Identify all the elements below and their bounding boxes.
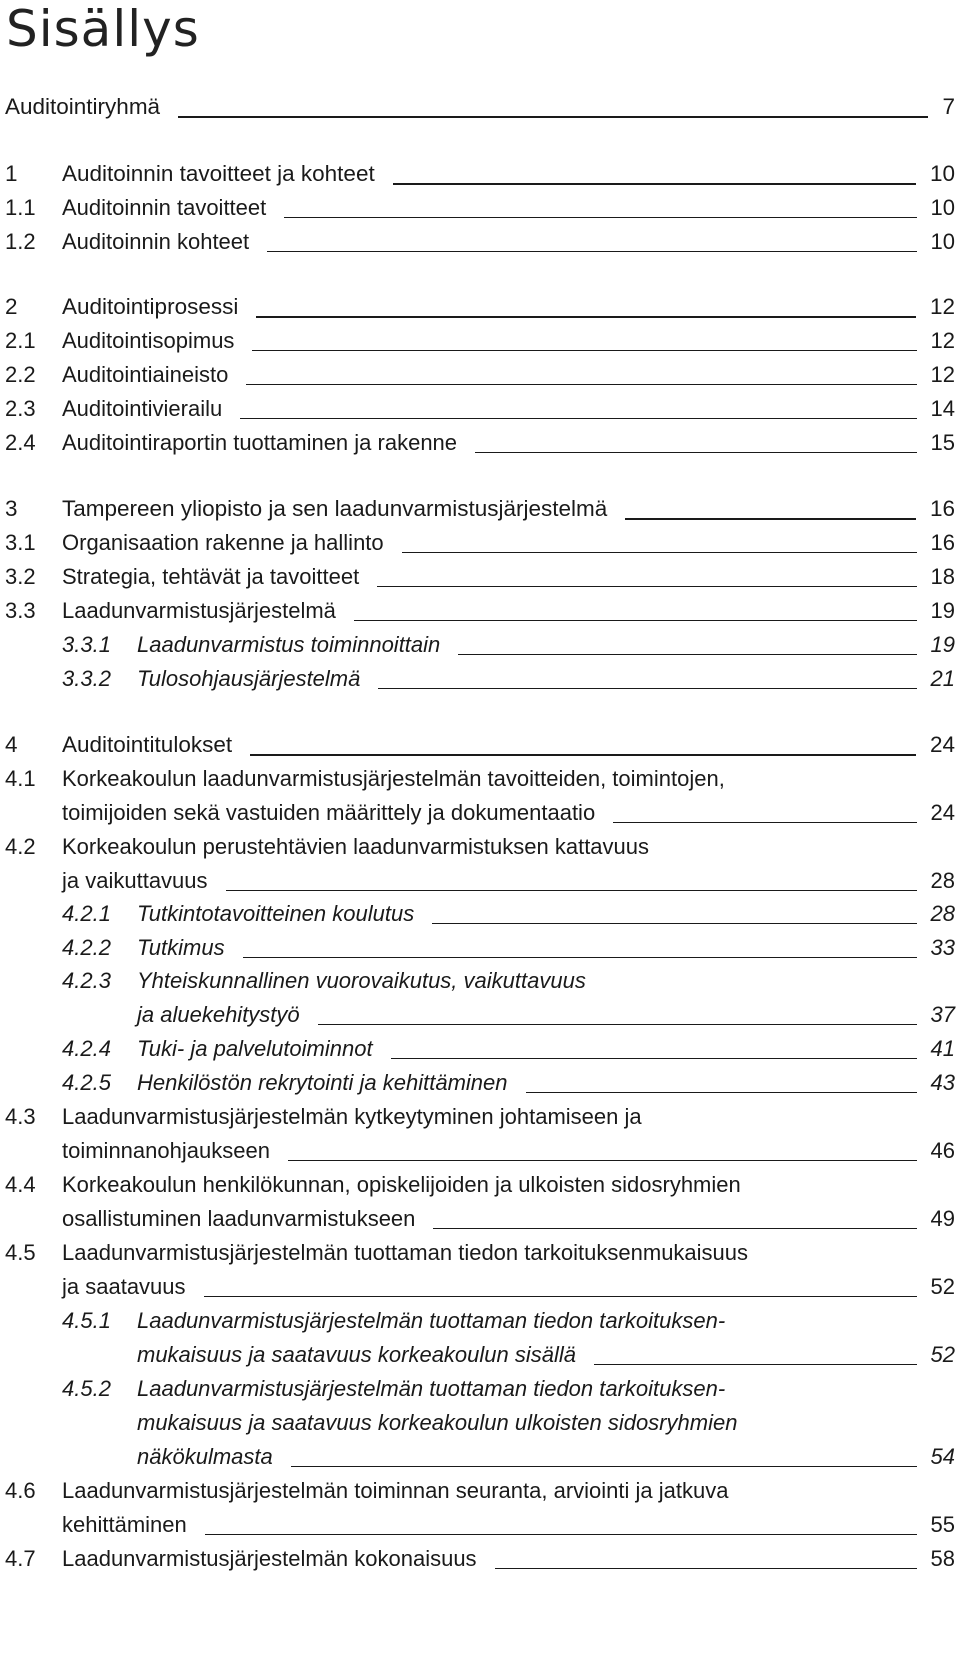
toc-entry-page: 33 <box>930 935 955 960</box>
toc-entry-page: 43 <box>930 1070 955 1095</box>
toc-entry-number: 4.5 <box>5 1240 36 1265</box>
toc-entry[interactable] <box>0 1238 960 1268</box>
toc-leader-line <box>252 350 916 351</box>
toc-leader-line <box>526 1092 917 1093</box>
toc-entry[interactable] <box>0 292 960 322</box>
toc-entry-number: 2.3 <box>5 396 36 421</box>
toc-leader-line <box>495 1568 917 1569</box>
toc-entry[interactable] <box>0 866 960 896</box>
toc-entry-title: Laadunvarmistusjärjestelmä <box>62 598 336 623</box>
toc-entry-number: 3.3.1 <box>62 632 111 657</box>
toc-leader-line <box>458 654 916 655</box>
toc-leader-line <box>243 957 917 958</box>
toc-entry-title: Laadunvarmistus toiminnoittain <box>137 632 441 657</box>
toc-entry-page: 54 <box>930 1444 955 1469</box>
toc-entry-title: Henkilöstön rekrytointi ja kehittäminen <box>137 1070 508 1095</box>
toc-leader-line <box>250 754 916 756</box>
toc-entry-title: Auditointiryhmä <box>5 94 161 119</box>
toc-entry[interactable] <box>0 428 960 458</box>
toc-entry-number: 4.2.5 <box>62 1070 111 1095</box>
toc-entry-page: 55 <box>930 1512 955 1537</box>
toc-entry-title: Laadunvarmistusjärjestelmän kokonaisuus <box>62 1546 477 1571</box>
toc-entry-title: Tuki- ja palvelutoiminnot <box>137 1036 373 1061</box>
toc-entry-number: 4.5.2 <box>62 1376 111 1401</box>
toc-leader-line <box>378 688 916 689</box>
toc-entry-page: 14 <box>930 396 955 421</box>
toc-leader-line <box>625 518 916 520</box>
toc-entry-title: Strategia, tehtävät ja tavoitteet <box>62 564 360 589</box>
toc-entry[interactable] <box>0 494 960 524</box>
toc-entry[interactable] <box>0 1136 960 1166</box>
toc-entry-title: Korkeakoulun laadunvarmistusjärjestelmän tavoitteiden, toimintojen, <box>62 766 725 791</box>
toc-entry-page: 37 <box>930 1002 955 1027</box>
toc-entry-title: Auditointitulokset <box>62 732 233 757</box>
toc-entry-title: Auditointivierailu <box>62 396 223 421</box>
toc-entry[interactable] <box>0 1102 960 1132</box>
toc-entry-title: mukaisuus ja saatavuus korkeakoulun ulkoisten sidosryhmien <box>137 1410 738 1435</box>
toc-leader-line <box>354 620 917 621</box>
toc-entry[interactable] <box>0 1204 960 1234</box>
toc-entry-title: Auditoinnin kohteet <box>62 229 250 254</box>
toc-entry-number: 4.3 <box>5 1104 36 1129</box>
toc-entry-title: Laadunvarmistusjärjestelmän toiminnan seuranta, arviointi ja jatkuva <box>62 1478 729 1503</box>
toc-entry-title: Organisaation rakenne ja hallinto <box>62 530 384 555</box>
toc-entry[interactable] <box>0 630 960 660</box>
toc-entry-number: 1.2 <box>5 229 36 254</box>
toc-entry[interactable] <box>0 596 960 626</box>
toc-entry-page: 7 <box>942 94 955 119</box>
toc-entry-title: Tulosohjausjärjestelmä <box>137 666 361 691</box>
toc-entry[interactable] <box>0 1510 960 1540</box>
toc-leader-line <box>288 1160 917 1161</box>
toc-entry[interactable] <box>0 899 960 929</box>
toc-entry[interactable] <box>0 360 960 390</box>
toc-leader-line <box>393 183 916 185</box>
toc-leader-line <box>377 586 916 587</box>
toc-entry[interactable] <box>0 193 960 223</box>
toc-entry[interactable] <box>0 1476 960 1506</box>
page-title: Sisällys <box>6 0 200 58</box>
toc-entry-page: 19 <box>930 632 955 657</box>
toc-entry-title: osallistuminen laadunvarmistukseen <box>62 1206 416 1231</box>
toc-leader-line <box>284 217 916 218</box>
toc-entry-title: toimijoiden sekä vastuiden määrittely ja dokumentaatio <box>62 800 596 825</box>
toc-entry[interactable] <box>0 664 960 694</box>
toc-entry-page: 16 <box>929 496 955 521</box>
toc-entry[interactable] <box>0 1000 960 1030</box>
toc-entry-page: 15 <box>930 430 955 455</box>
toc-entry-number: 4 <box>5 732 18 757</box>
toc-entry[interactable] <box>0 1544 960 1574</box>
toc-entry-title: Laadunvarmistusjärjestelmän kytkeytyminen johtamiseen ja <box>62 1104 642 1129</box>
toc-entry-number: 4.6 <box>5 1478 36 1503</box>
toc-entry-page: 24 <box>930 800 955 825</box>
toc-entry-title: Tutkintotavoitteinen koulutus <box>137 901 415 926</box>
toc-entry-title: Korkeakoulun perustehtävien laadunvarmistuksen kattavuus <box>62 834 650 859</box>
toc-leader-line <box>433 1228 916 1229</box>
toc-entry-title: näkökulmasta <box>137 1444 273 1469</box>
toc-leader-line <box>291 1466 917 1467</box>
toc-entry-title: mukaisuus ja saatavuus korkeakoulun sisällä <box>137 1342 577 1367</box>
toc-entry-number: 3.3 <box>5 598 36 623</box>
toc-entry[interactable] <box>0 326 960 356</box>
toc-entry[interactable] <box>0 159 960 189</box>
toc-entry-number: 4.2.2 <box>62 935 111 960</box>
toc-entry-title: Korkeakoulun henkilökunnan, opiskelijoiden ja ulkoisten sidosryhmien <box>62 1172 741 1197</box>
toc-entry[interactable] <box>0 1408 960 1438</box>
toc-leader-line <box>205 1534 917 1535</box>
toc-entry[interactable] <box>0 562 960 592</box>
toc-entry-title: toiminnanohjaukseen <box>62 1138 270 1163</box>
toc-entry-number: 4.2 <box>5 834 36 859</box>
toc-leader-line <box>402 552 917 553</box>
toc-leader-line <box>240 418 916 419</box>
toc-leader-line <box>267 251 916 252</box>
toc-entry-title: ja aluekehitystyö <box>137 1002 300 1027</box>
toc-entry-title: Auditoinnin tavoitteet <box>62 195 267 220</box>
toc-entry-number: 4.4 <box>5 1172 36 1197</box>
toc-entry-page: 58 <box>930 1546 955 1571</box>
toc-entry-title: Auditointiraportin tuottaminen ja rakenne <box>62 430 458 455</box>
toc-entry-title: Laadunvarmistusjärjestelmän tuottaman tiedon tarkoituksen- <box>137 1308 726 1333</box>
toc-entry-page: 10 <box>930 195 955 220</box>
toc-entry-page: 21 <box>930 666 955 691</box>
toc-entry-title: Tampereen yliopisto ja sen laadunvarmistusjärjestelmä <box>62 496 608 521</box>
toc-entry-title: kehittäminen <box>62 1512 187 1537</box>
toc-entry-page: 18 <box>930 564 955 589</box>
toc-entry-number: 1.1 <box>5 195 36 220</box>
toc-entry[interactable] <box>0 966 960 996</box>
toc-entry-number: 4.2.1 <box>62 901 111 926</box>
toc-entry-page: 12 <box>929 294 955 319</box>
toc-entry-page: 12 <box>930 362 955 387</box>
toc-entry-page: 28 <box>930 901 955 926</box>
toc-entry-page: 10 <box>930 229 955 254</box>
toc-entry-number: 3.1 <box>5 530 36 555</box>
toc-entry-number: 1 <box>5 161 18 186</box>
toc-entry[interactable] <box>0 92 960 122</box>
toc-entry-title: Tutkimus <box>137 935 225 960</box>
toc-leader-line <box>613 822 916 823</box>
toc-entry-number: 3.2 <box>5 564 36 589</box>
toc-entry-page: 12 <box>930 328 955 353</box>
toc-leader-line <box>391 1058 917 1059</box>
toc-entry-page: 24 <box>929 732 955 757</box>
toc-leader-line <box>246 384 916 385</box>
toc-entry-number: 4.7 <box>5 1546 36 1571</box>
toc-entry-title: ja saatavuus <box>62 1274 186 1299</box>
toc-entry[interactable] <box>0 528 960 558</box>
toc-leader-line <box>204 1296 917 1297</box>
toc-entry-page: 52 <box>930 1274 955 1299</box>
toc-entry[interactable] <box>0 227 960 257</box>
toc-entry[interactable] <box>0 832 960 862</box>
toc-entry-title: Laadunvarmistusjärjestelmän tuottaman tiedon tarkoituksenmukaisuus <box>62 1240 749 1265</box>
toc-entry[interactable] <box>0 933 960 963</box>
toc-entry-number: 4.2.3 <box>62 968 111 993</box>
toc-entry[interactable] <box>0 764 960 794</box>
toc-entry-page: 49 <box>930 1206 955 1231</box>
toc-entry[interactable] <box>0 1306 960 1336</box>
toc-entry-page: 19 <box>930 598 955 623</box>
toc-entry-page: 52 <box>930 1342 955 1367</box>
toc-entry-page: 28 <box>930 868 955 893</box>
toc-entry-title: ja vaikuttavuus <box>62 868 208 893</box>
toc-entry-number: 2.1 <box>5 328 36 353</box>
toc-entry-title: Auditointisopimus <box>62 328 235 353</box>
toc-entry-page: 46 <box>930 1138 955 1163</box>
toc-entry[interactable] <box>0 1170 960 1200</box>
toc-entry-title: Auditointiaineisto <box>62 362 229 387</box>
toc-entry-number: 2.2 <box>5 362 36 387</box>
toc-entry[interactable] <box>0 1374 960 1404</box>
toc-leader-line <box>318 1024 917 1025</box>
toc-entry-title: Yhteiskunnallinen vuorovaikutus, vaikuttavuus <box>137 968 586 993</box>
toc-entry-title: Laadunvarmistusjärjestelmän tuottaman tiedon tarkoituksen- <box>137 1376 726 1401</box>
toc-entry[interactable] <box>0 1442 960 1472</box>
toc-leader-line <box>432 923 916 924</box>
toc-entry-number: 2 <box>5 294 18 319</box>
toc-entry[interactable] <box>0 1272 960 1302</box>
toc-entry-number: 4.5.1 <box>62 1308 111 1333</box>
toc-entry[interactable] <box>0 1340 960 1370</box>
toc-leader-line <box>475 452 916 453</box>
toc-entry-number: 2.4 <box>5 430 36 455</box>
toc-leader-line <box>594 1364 917 1365</box>
toc-entry-number: 4.1 <box>5 766 36 791</box>
toc-entry-title: Auditointiprosessi <box>62 294 239 319</box>
toc-entry[interactable] <box>0 730 960 760</box>
toc-entry[interactable] <box>0 798 960 828</box>
toc-entry-page: 10 <box>929 161 955 186</box>
toc-entry[interactable] <box>0 1034 960 1064</box>
toc-entry-number: 4.2.4 <box>62 1036 111 1061</box>
toc-leader-line <box>178 116 928 118</box>
toc-entry-page: 41 <box>930 1036 955 1061</box>
toc-entry-page: 16 <box>930 530 955 555</box>
toc-entry-number: 3.3.2 <box>62 666 111 691</box>
toc-entry-title: Auditoinnin tavoitteet ja kohteet <box>62 161 375 186</box>
toc-entry[interactable] <box>0 394 960 424</box>
toc-entry[interactable] <box>0 1068 960 1098</box>
toc-entry-number: 3 <box>5 496 18 521</box>
toc-leader-line <box>256 316 916 318</box>
toc-leader-line <box>226 890 917 891</box>
